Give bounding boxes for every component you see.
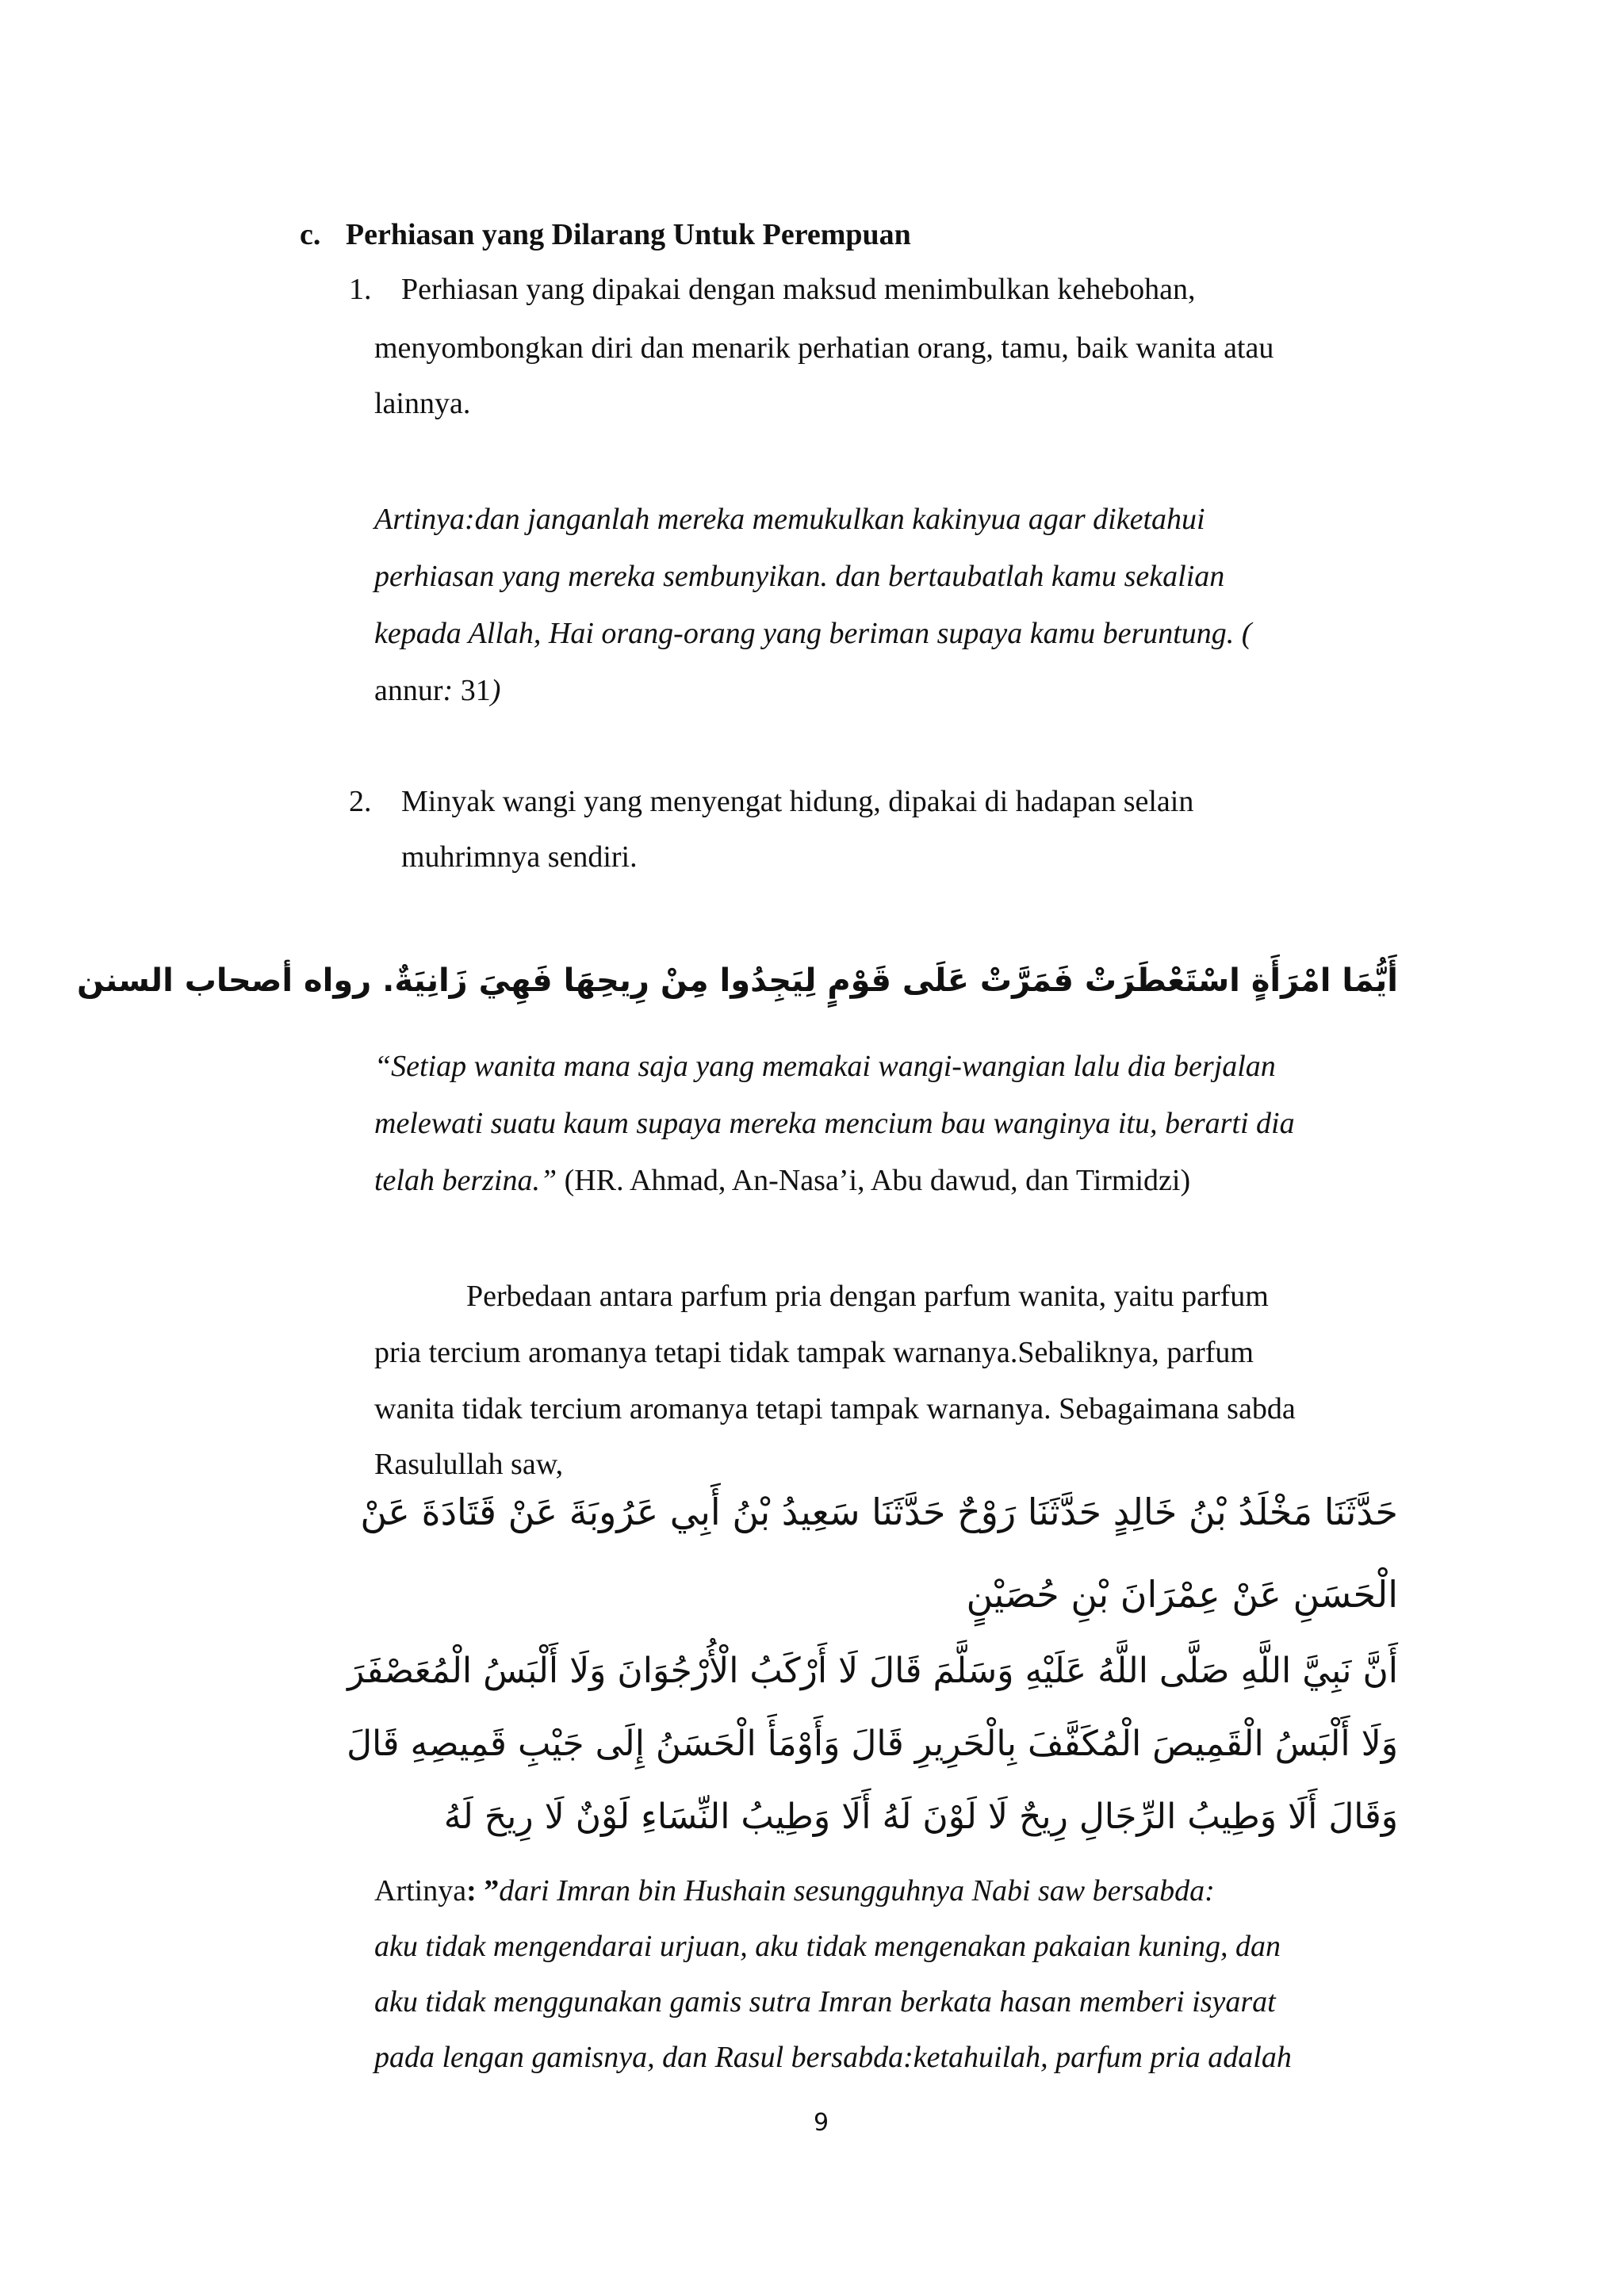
section-heading bbox=[300, 215, 911, 254]
citation-prefix: annur bbox=[374, 674, 443, 707]
paragraph-line-2: pria tercium aromanya tetapi tidak tampak warnanya.Sebaliknya, parfum bbox=[374, 1336, 1254, 1369]
hadith-arabic: أَيُّمَا امْرَأَةٍ اسْتَعْطَرَتْ فَمَرَّتْ عَلَى قَوْمٍ لِيَجِدُوا مِنْ رِيحِهَا فَهِيَ زَانِيَةٌ. رواه أصحاب السنن bbox=[77, 962, 1398, 999]
item2-number: 2. bbox=[349, 785, 372, 818]
item1-translation-line-1: Artinya:dan janganlah mereka memukulkan kakinyua agar diketahui bbox=[374, 503, 1205, 536]
translation-italic-end: telah berzina.” bbox=[374, 1164, 557, 1197]
page-number: 9 bbox=[814, 2109, 829, 2137]
paragraph-line-1: Perbedaan antara parfum pria dengan parfum wanita, yaitu parfum bbox=[466, 1280, 1269, 1313]
section-title: Perhiasan yang Dilarang Untuk Perempuan bbox=[345, 218, 911, 251]
item1-line-2: menyombongkan diri dan menarik perhatian orang, tamu, baik wanita atau bbox=[374, 331, 1274, 365]
hadith2-line-5: وَقَالَ أَلَا وَطِيبُ الرِّجَالِ رِيحٌ لَا لَوْنَ لَهُ أَلَا وَطِيبُ النِّسَاءِ لَوْنٌ لَا رِيحَ لَهُ bbox=[443, 1797, 1398, 1837]
hadith2-translation-line-2: aku tidak mengendarai urjuan, aku tidak mengenakan pakaian kuning, dan bbox=[374, 1930, 1281, 1963]
item1-citation bbox=[374, 671, 500, 710]
hadith2-line-2: الْحَسَنِ عَنْ عِمْرَانَ بْنِ حُصَيْنٍ bbox=[966, 1573, 1398, 1616]
item1-line-3: lainnya. bbox=[374, 387, 471, 420]
item1-line-1: Perhiasan yang dipakai dengan maksud menimbulkan kehebohan, bbox=[401, 273, 1196, 306]
hadith2-translation-line-3: aku tidak menggunakan gamis sutra Imran berkata hasan memberi isyarat bbox=[374, 1985, 1276, 2019]
item1-translation-line-2: perhiasan yang mereka sembunyikan. dan bertaubatlah kamu sekalian bbox=[374, 560, 1225, 593]
item2-translation-line-2: melewati suatu kaum supaya mereka mencium bau wanginya itu, berarti dia bbox=[374, 1107, 1295, 1140]
hadith2-line-3: أَنَّ نَبِيَّ اللَّهِ صَلَّى اللَّهُ عَلَيْهِ وَسَلَّمَ قَالَ لَا أَرْكَبُ الْأُرْجُوَانَ وَلَا أَلْبَسُ الْمُعَصْفَرَ bbox=[347, 1651, 1398, 1691]
hadith2-line-4: وَلَا أَلْبَسُ الْقَمِيصَ الْمُكَفَّفَ بِالْحَرِيرِ قَالَ وَأَوْمَأَ الْحَسَنُ إِلَى جَيْبِ قَمِيصِهِ قَالَ bbox=[347, 1724, 1398, 1764]
hadith2-line-1: حَدَّثَنَا مَخْلَدُ بْنُ خَالِدٍ حَدَّثَنَا رَوْحٌ حَدَّثَنَا سَعِيدُ بْنُ أَبِي عَرُوبَةَ عَنْ قَتَادَةَ عَنْ bbox=[360, 1490, 1398, 1533]
paragraph-line-3: wanita tidak tercium aromanya tetapi tampak warnanya. Sebagaimana sabda bbox=[374, 1392, 1296, 1425]
translation-label: Artinya bbox=[374, 1874, 467, 1908]
citation-close: ) bbox=[490, 674, 501, 707]
hadith-source: (HR. Ahmad, An-Nasa’i, Abu dawud, dan Tirmidzi) bbox=[557, 1164, 1191, 1197]
item1-translation-line-3: kepada Allah, Hai orang-orang yang beriman supaya kamu beruntung. ( bbox=[374, 617, 1252, 650]
item2-translation-line-1: “Setiap wanita mana saja yang memakai wangi-wangian lalu dia berjalan bbox=[374, 1050, 1276, 1083]
translation-first-text: dari Imran bin Hushain sesungguhnya Nabi saw bersabda: bbox=[499, 1874, 1215, 1908]
paragraph-line-4: Rasulullah saw, bbox=[374, 1448, 564, 1481]
section-marker: c. bbox=[300, 218, 321, 251]
item2-line-1: Minyak wangi yang menyengat hidung, dipakai di hadapan selain bbox=[401, 785, 1194, 818]
hadith2-translation-line-1 bbox=[374, 1871, 1215, 1911]
translation-colon: : bbox=[466, 1874, 477, 1908]
item2-translation-line-3 bbox=[374, 1161, 1190, 1200]
translation-quote: ” bbox=[476, 1874, 500, 1908]
citation-number: 31 bbox=[453, 674, 491, 707]
citation-colon: : bbox=[442, 674, 454, 707]
item1-number: 1. bbox=[349, 273, 372, 306]
item2-line-2: muhrimnya sendiri. bbox=[401, 840, 638, 874]
hadith2-translation-line-4: pada lengan gamisnya, dan Rasul bersabda:ketahuilah, parfum pria adalah bbox=[374, 2041, 1292, 2074]
